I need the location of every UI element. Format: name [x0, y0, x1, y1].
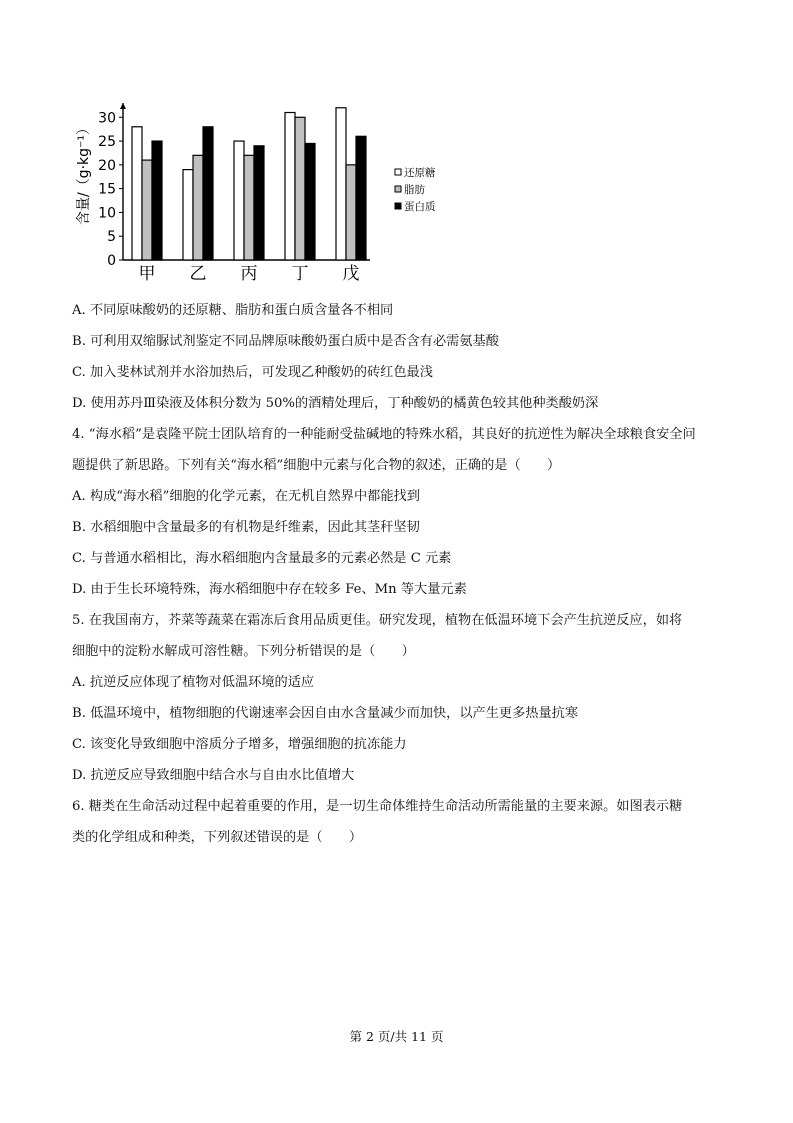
q5-option-a: A. 抗逆反应体现了植物对低温环境的适应 — [72, 675, 315, 690]
y-tick-label: 25 — [98, 134, 116, 151]
y-tick-label: 15 — [98, 181, 116, 198]
x-tick-label: 乙 — [189, 264, 207, 284]
x-tick-label: 戊 — [342, 264, 360, 284]
bar — [152, 141, 162, 260]
legend-swatch — [395, 203, 401, 209]
legend-label: 还原糖 — [404, 167, 436, 179]
legend-swatch — [395, 169, 401, 175]
bar — [203, 127, 213, 260]
q4-option-c: C. 与普通水稻相比，海水稻细胞内含量最多的元素必然是 C 元素 — [72, 551, 452, 566]
q6-stem-line2: 类的化学组成和种类，下列叙述错误的是（ ） — [72, 830, 363, 845]
bar — [234, 141, 244, 260]
bar — [254, 146, 264, 260]
q3-option-d: D. 使用苏丹Ⅲ染液及体积分数为 50%的酒精处理后，丁种酸奶的橘黄色较其他种类酸奶深 — [72, 396, 599, 411]
bar — [305, 143, 315, 260]
bar — [142, 160, 152, 260]
y-tick-label: 10 — [98, 205, 116, 222]
q4-stem-line2: 题提供了新思路。下列有关“海水稻”细胞中元素与化合物的叙述，正确的是（ ） — [72, 458, 561, 473]
legend-swatch — [395, 186, 401, 192]
q4-stem-line1: 4. “海水稻”是袁隆平院士团队培育的一种能耐受盐碱地的特殊水稻，其良好的抗逆性为解决全球粮食安全问 — [72, 427, 696, 442]
legend — [395, 166, 436, 213]
q5-option-b: B. 低温环境中，植物细胞的代谢速率会因自由水含量减少而加快，以产生更多热量抗寒 — [72, 706, 579, 721]
bar — [356, 136, 366, 260]
bar — [193, 155, 203, 260]
q4-option-a: A. 构成“海水稻”细胞的化学元素，在无机自然界中都能找到 — [72, 489, 420, 504]
q3-option-c: C. 加入斐林试剂并水浴加热后，可发现乙种酸奶的砖红色最浅 — [72, 365, 433, 380]
legend-label: 蛋白质 — [404, 201, 436, 213]
bar — [346, 165, 356, 260]
bar — [336, 108, 346, 260]
y-tick-label: 20 — [98, 157, 116, 174]
x-tick-labels — [139, 264, 360, 284]
x-tick-label: 丁 — [291, 264, 309, 284]
q5-option-d: D. 抗逆反应导致细胞中结合水与自由水比值增大 — [72, 768, 355, 783]
question-text — [72, 300, 732, 858]
q5-stem-line1: 5. 在我国南方，芥菜等蔬菜在霜冻后食用品质更佳。研究发现，植物在低温环境下会产生抗逆反应，如将 — [72, 613, 683, 628]
q6-stem-line1: 6. 糖类在生命活动过程中起着重要的作用，是一切生命体维持生命活动所需能量的主要来源。如图表示糖 — [72, 799, 683, 814]
q3-option-b: B. 可利用双缩脲试剂鉴定不同品牌原味酸奶蛋白质中是否含有必需氨基酸 — [72, 334, 499, 349]
q3-option-a: A. 不同原味酸奶的还原糖、脂肪和蛋白质含量各不相同 — [72, 303, 394, 318]
q5-option-c: C. 该变化导致细胞中溶质分子增多，增强细胞的抗冻能力 — [72, 737, 407, 752]
bar — [295, 117, 305, 260]
y-axis-arrow — [120, 103, 126, 109]
y-tick-label: 5 — [107, 229, 116, 246]
legend-label: 脂肪 — [404, 184, 425, 196]
y-tick-label: 0 — [107, 253, 116, 269]
bar — [132, 127, 142, 260]
page-footer: 第 2 页/共 11 页 — [349, 1029, 444, 1044]
q4-option-d: D. 由于生长环境特殊，海水稻细胞中存在较多 Fe、Mn 等大量元素 — [72, 582, 467, 597]
x-tick-label: 丙 — [240, 264, 258, 284]
q4-option-b: B. 水稻细胞中含量最多的有机物是纤维素，因此其茎秆坚韧 — [72, 520, 420, 535]
bar — [244, 155, 254, 260]
bars — [132, 108, 366, 260]
q5-stem-line2: 细胞中的淀粉水解成可溶性糖。下列分析错误的是（ ） — [72, 644, 415, 659]
bar — [285, 113, 295, 260]
bar-chart — [70, 98, 460, 288]
x-tick-label: 甲 — [138, 264, 156, 284]
y-tick-label: 30 — [98, 110, 116, 127]
y-axis-label: 含量/（g·kg⁻¹） — [76, 120, 92, 226]
bar — [183, 170, 193, 260]
